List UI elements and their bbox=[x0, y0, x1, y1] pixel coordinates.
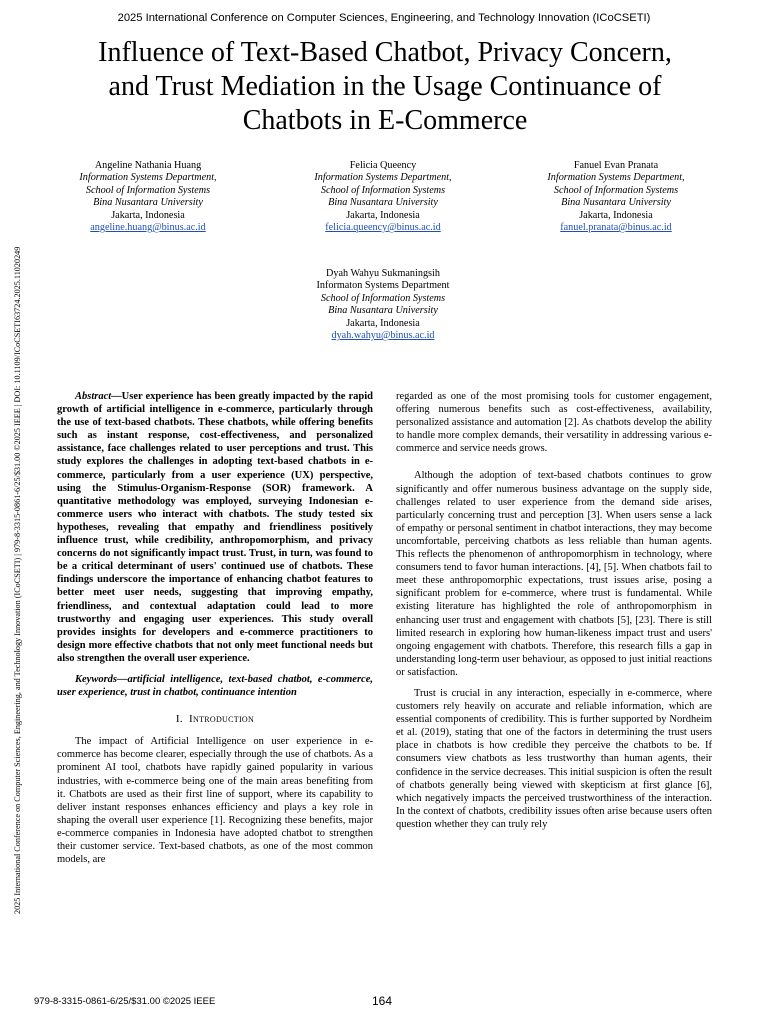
intro-paragraph: The impact of Artificial Intelligence on user experience in e-commerce has become clearer, especially through the use of chatbots. As a prominent AI tool, chatbots have rapidly gained popularity in various industries, with e-commerce being one of the main areas benefiting from it. Chatbots are used as their first line of support, where its capability to deliver instant responses enhances efficiency and plays a key role in shaping the overall user experience [1]. Recognizing these benefits, major e-commerce companies in Indonesia have adopted chatbot to strengthen their customer service. Text-based chatbots, as one of the most common models, are bbox=[57, 736, 373, 866]
section-heading bbox=[57, 713, 373, 726]
abstract bbox=[57, 390, 373, 665]
author-univ: Bina Nusantara University bbox=[328, 305, 438, 317]
author-dept: Information Systems Department, bbox=[314, 172, 452, 184]
abstract-label: Abstract bbox=[75, 391, 112, 402]
author-name: Felicia Queency bbox=[349, 160, 417, 171]
side-doi-text: 2025 International Conference on Computer Sciences, Engineering, and Technology Innovation (ICoCSETI) | 979-8-3315-0861-6/25/$31.00 ©2025 IEEE | DOI: 10.1109/ICoCSETI63724.2025.11020249 bbox=[13, 246, 22, 914]
body-paragraph: regarded as one of the most promising tools for customer engagement, offering numerous benefits such as cost-effectiveness, availability, personalized assistance and automation [2]. As chatbots develop the ability to handle more complex demands, their versatility in addressing various e-commerce and service needs grows. bbox=[396, 391, 712, 455]
author-block-2 bbox=[268, 160, 498, 234]
keywords: Keywords—artificial intelligence, text-based chatbot, e-commerce, user experience, trust in chatbot, continuance intention bbox=[57, 673, 373, 699]
author-name: Dyah Wahyu Sukmaningsih bbox=[326, 268, 440, 279]
author-email-link[interactable]: fanuel.pranata@binus.ac.id bbox=[560, 222, 672, 234]
author-dept: Informaton Systems Department bbox=[316, 280, 450, 292]
body-paragraph: Trust is crucial in any interaction, especially in e-commerce, where customers rely heavily on accurate and reliable information, which are essential components of credibility. This is further supported by Nordheim et al. (2019), stating that one of the factors in determining the trust users place in chatbots is how credible they perceive the chatbots to be. If consumers view chatbots as less trustworthy than human agents, their confidence in the service decreases. This initial suspicion is often the result of chatbots generally being viewed with skepticism at first glance [6], which negatively impacts the perceived trustworthiness of the interaction. In the context of chatbots, credibility issues often arise because users often question whether they can truly rely bbox=[396, 687, 712, 830]
author-univ: Bina Nusantara University bbox=[328, 197, 438, 209]
author-name: Fanuel Evan Pranata bbox=[573, 160, 659, 171]
section-title: Introduction bbox=[189, 713, 255, 726]
right-column bbox=[396, 390, 712, 831]
section-number: I. bbox=[175, 713, 183, 726]
author-name: Angeline Nathania Huang bbox=[94, 160, 202, 171]
author-block-1 bbox=[33, 160, 263, 234]
author-email-link[interactable]: angeline.huang@binus.ac.id bbox=[90, 222, 206, 234]
author-city: Jakarta, Indonesia bbox=[346, 317, 420, 329]
author-school: School of Information Systems bbox=[320, 292, 446, 304]
page-number: 164 bbox=[372, 994, 393, 1008]
author-block-3 bbox=[501, 160, 731, 234]
footer-isbn: 979-8-3315-0861-6/25/$31.00 ©2025 IEEE bbox=[34, 996, 216, 1007]
body-paragraph: Although the adoption of text-based chatbots continues to grow significantly and offer numerous business advantage on the supply side, challenges related to user experience from the demand side arises, particularly concerning trust and perception [3]. When users sense a lack of empathy or personal sentiment in chatbot interactions, they may become uncomfortable, perceiving chatbots as less reliable than human agents. This reflects the phenomenon of anthropomorphism in technology, where consumers tend to favor human interactions. [4], [5]. When chatbots fail to meet these anthropomorphic expectations, trust issues arise, posing a significant problem for e-commerce, where trust is fundamental. While existing literature has highlighted the role of anthropomorphism in enhancing user trust and engagement with chatbots [5], [23]. There is still limited research in exploring how human-likeness impact trust and users' ongoing engagement with chatbots. Therefore, this research fills a gap in understanding long-term user behaviour, as opposed to just initial reactions or satisfaction. bbox=[396, 470, 712, 678]
author-univ: Bina Nusantara University bbox=[93, 197, 203, 209]
author-univ: Bina Nusantara University bbox=[561, 197, 671, 209]
author-email-link[interactable]: felicia.queency@binus.ac.id bbox=[325, 222, 441, 234]
author-dept: Information Systems Department, bbox=[79, 172, 217, 184]
author-dept: Information Systems Department, bbox=[547, 172, 685, 184]
abstract-text: —User experience has been greatly impacted by the rapid growth of artificial intelligence in e-commerce, particularly through the use of text-based chatbots. These chatbots, while offering benefits such as instant response, cost-effectiveness, and personalized assistance, face challenges related to user perceptions and trust. This study explores the challenges in adopting text-based chatbots in e-commerce, particularly from a user experience (UX) perspective, using the Stimulus-Organism-Response (SOR) framework. A quantitative methodology was employed, surveying Indonesian e-commerce users who interact with chatbots. The study tested six hypotheses, revealing that empathy and friendliness positively influence trust, while credibility, anthropomorphism, and privacy concerns do not significantly impact trust. Trust, in turn, was found to be a critical determinant of users' continued use of chatbots. These findings underscore the importance of enhancing chatbot features to better meet user needs, suggesting that improving empathy, friendliness, and contextual adaptation could lead to more trustworthy and engaging user experiences. This study overall provides insights for developers and e-commerce practitioners to design more effective chatbots that not only meet functional needs but also strengthen the overall user experience. bbox=[57, 391, 373, 664]
author-city: Jakarta, Indonesia bbox=[346, 209, 420, 221]
author-city: Jakarta, Indonesia bbox=[579, 209, 653, 221]
paper-title: Influence of Text-Based Chatbot, Privacy Concern, and Trust Mediation in the Usage Continuance of Chatbots in E-Commerce bbox=[98, 37, 672, 136]
author-email-link[interactable]: dyah.wahyu@binus.ac.id bbox=[331, 330, 435, 342]
conference-header: 2025 International Conference on Computer Sciences, Engineering, and Technology Innovation (ICoCSETI) bbox=[117, 12, 651, 24]
author-block-4 bbox=[268, 268, 498, 342]
author-city: Jakarta, Indonesia bbox=[111, 209, 185, 221]
author-school: School of Information Systems bbox=[320, 184, 446, 196]
left-column bbox=[57, 390, 373, 866]
author-school: School of Information Systems bbox=[553, 184, 679, 196]
author-school: School of Information Systems bbox=[85, 184, 211, 196]
